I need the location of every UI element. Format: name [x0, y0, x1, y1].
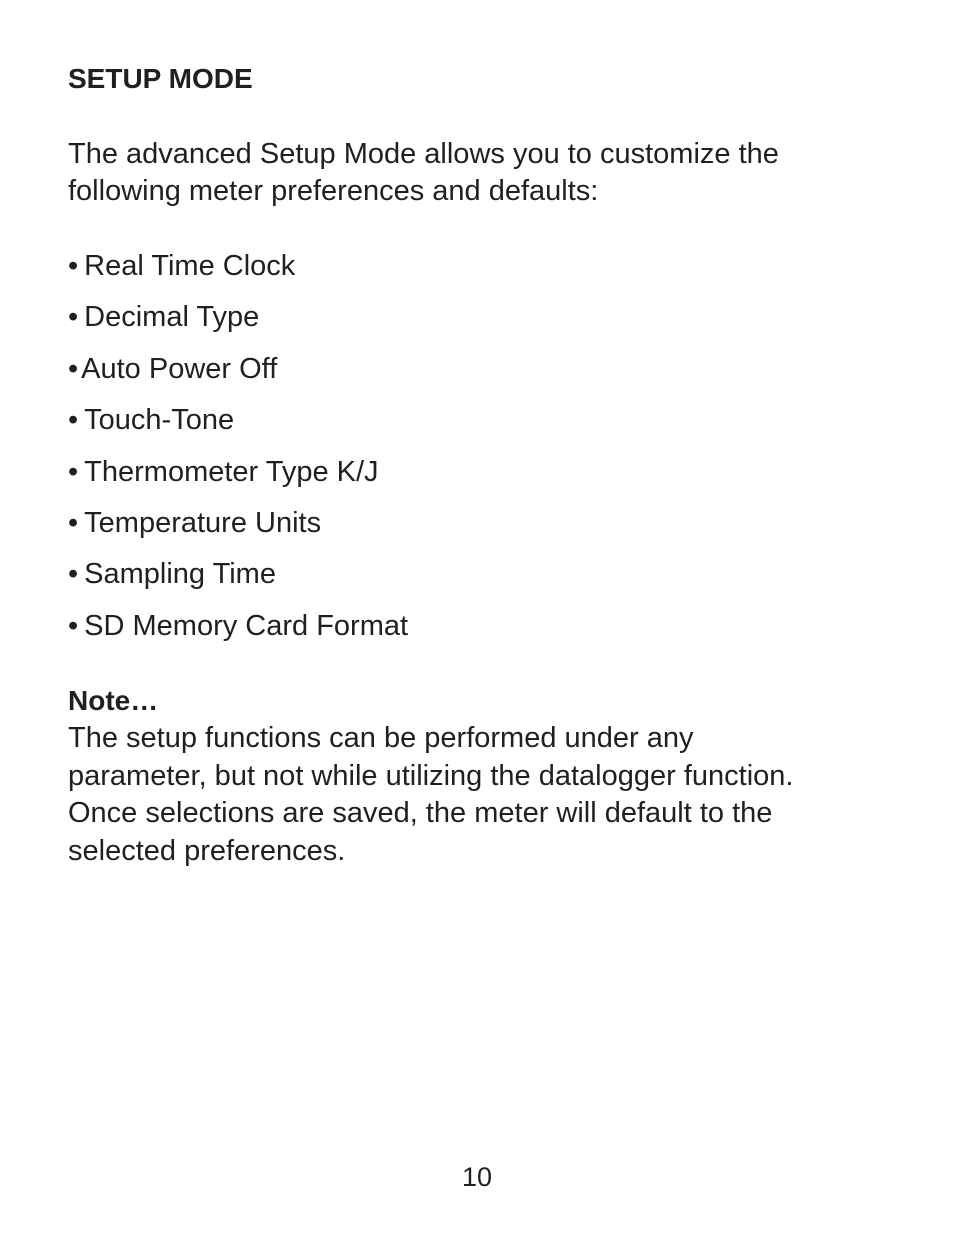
- bullet-icon: •: [68, 404, 79, 437]
- list-item-label: SD Memory Card Format: [84, 609, 409, 642]
- note-line: selected preferences.: [68, 834, 346, 867]
- list-item: [68, 505, 408, 541]
- list-item-label: Temperature Units: [84, 506, 322, 539]
- list-item-label: Thermometer Type K/J: [84, 455, 379, 488]
- bullet-icon: •: [68, 250, 79, 282]
- list-item: [68, 248, 408, 284]
- intro-line: The advanced Setup Mode allows you to customize the: [68, 138, 779, 170]
- bullet-icon: •: [68, 352, 79, 385]
- list-item-label: Decimal Type: [84, 301, 260, 334]
- list-item-label: Sampling Time: [84, 558, 276, 591]
- intro-line: following meter preferences and defaults:: [68, 175, 599, 207]
- note-title: Note…: [68, 685, 159, 716]
- bullet-icon: •: [68, 558, 79, 591]
- intro-paragraph: [68, 136, 888, 210]
- list-item: [68, 454, 408, 490]
- section-heading: SETUP MODE: [68, 63, 253, 94]
- note-line: The setup functions can be performed under any: [68, 722, 694, 754]
- note-line: Once selections are saved, the meter will default to the: [68, 797, 773, 829]
- list-item: [68, 608, 408, 644]
- bullet-icon: •: [68, 609, 79, 642]
- page-number: 10: [461, 1162, 493, 1192]
- list-item-label: Touch-Tone: [84, 404, 235, 437]
- list-item: [68, 299, 408, 335]
- list-item-label: Auto Power Off: [81, 352, 278, 385]
- note-line: parameter, but not while utilizing the datalogger function.: [68, 759, 794, 792]
- bullet-icon: •: [68, 301, 79, 334]
- bullet-icon: •: [68, 506, 79, 539]
- list-item-label: Real Time Clock: [84, 250, 296, 282]
- note-paragraph: [68, 720, 898, 870]
- preferences-list: [68, 248, 408, 659]
- list-item: [68, 402, 408, 438]
- list-item: [68, 556, 408, 592]
- bullet-icon: •: [68, 455, 79, 488]
- list-item: [68, 351, 408, 387]
